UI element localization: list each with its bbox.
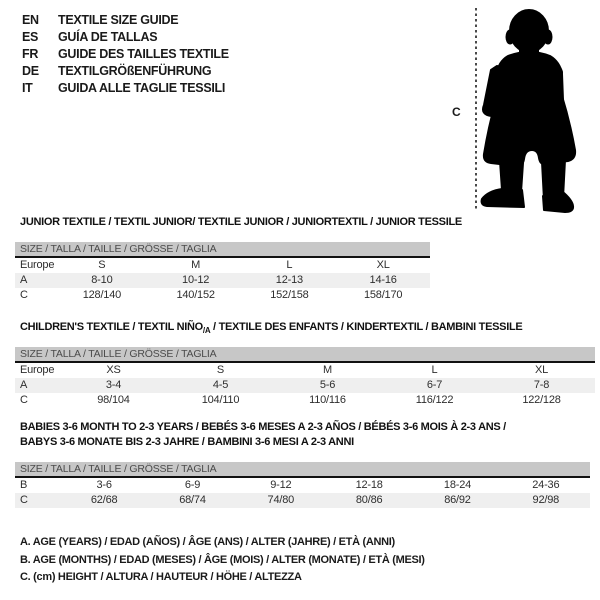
- height-cell: 68/74: [179, 494, 206, 506]
- row-label: C: [20, 289, 28, 301]
- height-cell: 128/140: [82, 289, 122, 301]
- row-label: Europe: [20, 259, 55, 271]
- language-row-es: [22, 29, 229, 46]
- footnote-c: C. (cm) HEIGHT / ALTURA / HAUTEUR / HÖHE / ALTEZZA: [20, 571, 302, 583]
- size-cell: XL: [376, 259, 390, 271]
- row-label: A: [20, 274, 28, 286]
- months-cell: 18-24: [443, 479, 472, 491]
- row-label: C: [20, 494, 28, 506]
- babies-table-title: [20, 420, 506, 450]
- language-title-list: [22, 12, 229, 97]
- title-line-1: BABIES 3-6 MONTH TO 2-3 YEARS / BEBÉS 3-6 MESES A 2-3 AÑOS / BÉBÉS 3-6 MOIS À 2-3 ANS /: [20, 421, 506, 433]
- babies-table: [15, 462, 590, 508]
- age-cell: 6-7: [426, 379, 443, 391]
- age-cell: 8-10: [91, 274, 113, 286]
- table-row-height: [15, 493, 590, 508]
- months-cell: 9-12: [270, 479, 292, 491]
- age-cell: 7-8: [533, 379, 550, 391]
- months-cell: 24-36: [532, 479, 560, 491]
- age-cell: 12-13: [275, 274, 303, 286]
- language-code: IT: [22, 81, 33, 95]
- size-cell: S: [98, 259, 106, 271]
- baby-silhouette-icon: [480, 6, 580, 214]
- subscript-a: /A: [202, 326, 211, 336]
- height-cell: 92/98: [532, 494, 560, 506]
- table-row-europe: [15, 363, 595, 378]
- height-measure-dashed-line: [475, 8, 477, 210]
- height-cell: 158/170: [363, 289, 403, 301]
- height-cell: 116/122: [415, 394, 454, 406]
- height-cell: 62/68: [90, 494, 118, 506]
- size-header-band: SIZE / TALLA / TAILLE / GRÖSSE / TAGLIA: [15, 462, 590, 478]
- months-cell: 3-6: [96, 479, 112, 491]
- size-cell: M: [191, 259, 201, 271]
- children-table: [15, 347, 595, 408]
- language-code: FR: [22, 47, 39, 61]
- table-row-height: [15, 393, 595, 408]
- height-cell: 98/104: [97, 394, 130, 406]
- size-cell: XL: [534, 364, 549, 376]
- language-row-de: [22, 63, 229, 80]
- title-line-2: BABYS 3-6 MONATE BIS 2-3 JAHRE / BAMBINI 3-6 MESI A 2-3 ANNI: [20, 436, 354, 448]
- title-text: / TEXTILE DES ENFANTS / KINDERTEXTIL / BAMBINI TESSILE: [210, 321, 523, 333]
- language-row-it: [22, 80, 229, 97]
- height-cell: 140/152: [176, 289, 215, 301]
- row-label: C: [20, 394, 28, 406]
- height-cell: 110/116: [309, 394, 346, 406]
- row-label: Europe: [20, 364, 55, 376]
- table-row-months: [15, 478, 590, 493]
- height-measure-label: C: [452, 105, 461, 119]
- language-code: DE: [22, 64, 39, 78]
- months-cell: 6-9: [184, 479, 201, 491]
- size-cell: L: [431, 364, 438, 376]
- height-cell: 86/92: [444, 494, 471, 506]
- height-cell: 122/128: [522, 394, 561, 406]
- table-row-age: [15, 378, 595, 393]
- language-title: TEXTILE SIZE GUIDE: [58, 13, 179, 27]
- junior-table: [15, 242, 430, 303]
- junior-table-title: JUNIOR TEXTILE / TEXTIL JUNIOR/ TEXTILE JUNIOR / JUNIORTEXTIL / JUNIOR TESSILE: [20, 216, 462, 228]
- language-code: ES: [22, 30, 39, 44]
- size-header-band: SIZE / TALLA / TAILLE / GRÖSSE / TAGLIA: [15, 347, 595, 363]
- height-cell: 80/86: [355, 494, 383, 506]
- size-cell: XS: [106, 364, 121, 376]
- row-label: B: [20, 479, 28, 491]
- age-cell: 3-4: [105, 379, 122, 391]
- language-title: GUIDA ALLE TAGLIE TESSILI: [58, 81, 226, 95]
- language-row-fr: [22, 46, 229, 63]
- size-cell: L: [286, 259, 293, 271]
- children-table-title: [20, 321, 522, 335]
- table-row-age: [15, 273, 430, 288]
- age-cell: 14-16: [369, 274, 397, 286]
- footnote-b: B. AGE (MONTHS) / EDAD (MESES) / ÂGE (MOIS) / ALTER (MONATE) / ETÀ (MESI): [20, 553, 425, 566]
- title-text: CHILDREN'S TEXTILE / TEXTIL NIÑO: [20, 321, 203, 333]
- language-title: GUIDE DES TAILLES TEXTILE: [58, 47, 229, 61]
- row-label: A: [20, 379, 28, 391]
- age-cell: 10-12: [182, 274, 210, 286]
- size-cell: M: [323, 364, 332, 376]
- height-cell: 152/158: [270, 289, 309, 301]
- height-cell: 74/80: [267, 494, 295, 506]
- size-cell: S: [216, 364, 225, 376]
- table-row-europe: [15, 258, 430, 273]
- size-header-band: SIZE / TALLA / TAILLE / GRÖSSE / TAGLIA: [15, 242, 430, 258]
- language-code: EN: [22, 13, 39, 27]
- height-cell: 104/110: [201, 394, 240, 406]
- table-row-height: [15, 288, 430, 303]
- footnote-a: A. AGE (YEARS) / EDAD (AÑOS) / ÂGE (ANS) / ALTER (JAHRE) / ETÀ (ANNI): [20, 536, 395, 548]
- language-title: TEXTILGRÖßENFÜHRUNG: [58, 64, 212, 78]
- footnotes: [20, 534, 425, 587]
- age-cell: 4-5: [212, 379, 229, 391]
- language-row-en: [22, 12, 229, 29]
- language-title: GUÍA DE TALLAS: [58, 30, 158, 44]
- months-cell: 12-18: [355, 479, 383, 491]
- age-cell: 5-6: [319, 379, 336, 391]
